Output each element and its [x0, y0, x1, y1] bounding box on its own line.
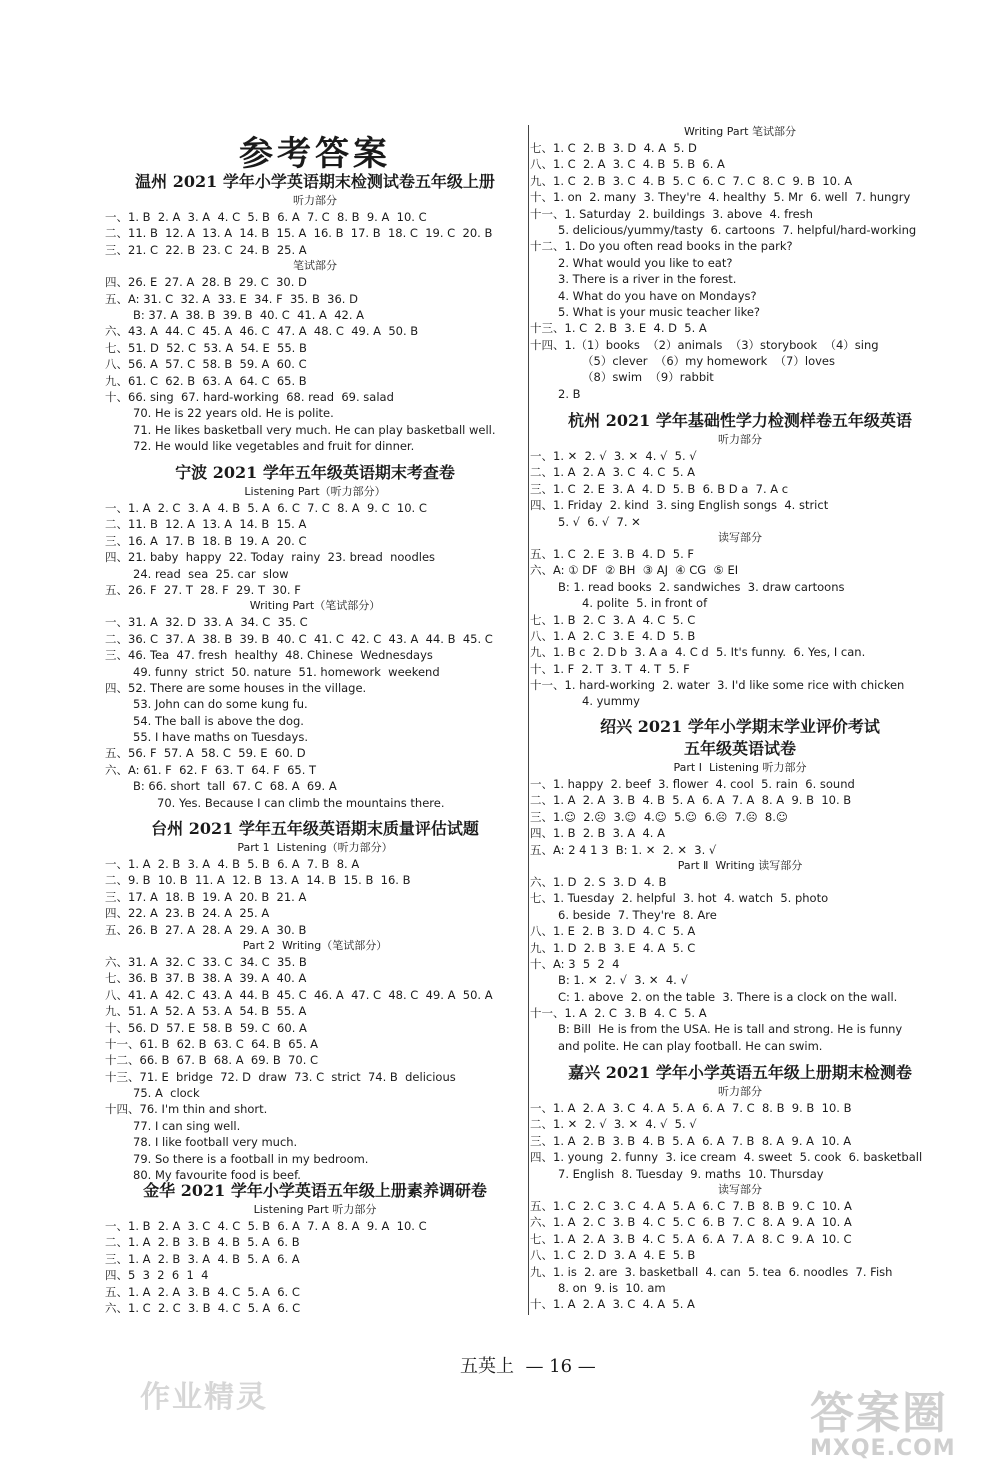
- answer-line: 十三、1. C 2. B 3. E 4. D 5. A: [530, 321, 707, 336]
- answer-line: and polite. He can play football. He can swim.: [558, 1038, 823, 1053]
- answer-line: 七、36. B 37. B 38. A 39. A 40. A: [105, 971, 307, 986]
- answer-line: 5. What is your music teacher like?: [558, 304, 761, 319]
- section-subtitle: 五年级英语试卷: [683, 739, 796, 758]
- answer-line: 5. delicious/yummy/tasty 6. cartoons 7. helpful/hard-working: [558, 222, 917, 237]
- answer-line: 三、46. Tea 47. fresh healthy 48. Chinese Wednesdays: [105, 648, 433, 663]
- part-heading: 听力部分: [293, 194, 337, 207]
- answer-line: 七、1. C 2. B 3. D 4. A 5. D: [530, 141, 697, 155]
- answer-line: 五、56. F 57. A 58. C 59. E 60. D: [105, 746, 306, 761]
- answer-line: B: 37. A 38. B 39. B 40. C 41. A 42. A: [133, 307, 365, 322]
- answer-line: 九、1. C 2. B 3. C 4. B 5. C 6. C 7. C 8. C 9. B 10. A: [530, 173, 853, 188]
- answer-line: 九、1. D 2. B 3. E 4. A 5. C: [530, 940, 696, 955]
- answer-line: 二、1. A 2. A 3. C 4. C 5. A: [530, 465, 696, 480]
- answer-line: 五、1. C 2. C 3. C 4. A 5. A 6. C 7. B 8. B 9. C 10. A: [530, 1198, 852, 1213]
- answer-line: B: 1. read books 2. sandwiches 3. draw cartoons: [558, 579, 845, 594]
- answer-line: 四、1. young 2. funny 3. ice cream 4. sweet 5. cook 6. basketball: [530, 1150, 923, 1165]
- answer-line: 十一、1. Saturday 2. buildings 3. above 4. fresh: [530, 206, 813, 221]
- answer-line: 6. beside 7. They're 8. Are: [558, 907, 717, 922]
- section-title: 台州 2021 学年五年级英语期末质量评估试题: [151, 819, 479, 838]
- answer-line: 一、31. A 32. D 33. A 34. C 35. C: [105, 615, 308, 630]
- answer-line: （8）swim （9）rabbit: [582, 370, 714, 385]
- answer-line: 二、1. A 2. B 3. B 4. B 5. A 6. B: [105, 1235, 300, 1250]
- hangzhou-section: [530, 410, 970, 710]
- answer-line: 二、11. B 12. A 13. A 14. B 15. A: [105, 517, 307, 532]
- part-heading: 读写部分: [718, 1182, 762, 1196]
- jinhua-writing-section: [530, 124, 970, 402]
- answer-line: 三、21. C 22. B 23. C 24. B 25. A: [105, 242, 307, 257]
- answer-line: 八、41. A 42. C 43. A 44. B 45. C 46. A 47. C 48. C 49. A 50. A: [105, 987, 493, 1002]
- answer-line: 八、56. A 57. C 58. B 59. A 60. C: [105, 357, 307, 372]
- page-footer: 五英上 — 16 —: [460, 1356, 596, 1377]
- answer-line: 八、1. C 2. D 3. A 4. E 5. B: [530, 1248, 696, 1263]
- ningbo-section: [105, 462, 545, 811]
- answer-line: C: 1. above 2. on the table 3. There is a clock on the wall.: [558, 989, 898, 1004]
- part-heading: 听力部分: [718, 433, 762, 446]
- part-heading: 笔试部分: [293, 259, 337, 273]
- answer-line: 二、1. A 2. A 3. B 4. B 5. A 6. A 7. A 8. A 9. B 10. B: [530, 793, 852, 808]
- answer-line: 一、1. happy 2. beef 3. flower 4. cool 5. rain 6. sound: [530, 777, 855, 791]
- watermark-url: MXQE.COM: [810, 1436, 956, 1461]
- answer-line: 77. I can sing well.: [133, 1118, 241, 1133]
- answer-line: 72. He would like vegetables and fruit for dinner.: [133, 439, 415, 454]
- jiaxing-section: [530, 1062, 970, 1313]
- answer-line: 2. What would you like to eat?: [558, 255, 733, 270]
- answer-line: 七、51. D 52. C 53. A 54. E 55. B: [105, 340, 307, 355]
- answer-line: 十二、66. B 67. B 68. A 69. B 70. C: [105, 1053, 319, 1068]
- watermark-logo-text: 答案圈: [810, 1388, 948, 1439]
- answer-line: 十四、1.（1）books （2）animals （3）storybook （4）sing: [530, 337, 879, 352]
- answer-line: 70. He is 22 years old. He is polite.: [133, 406, 334, 421]
- answer-line: 三、17. A 18. B 19. A 20. B 21. A: [105, 889, 307, 904]
- part-heading: Listening Part（听力部分）: [244, 485, 386, 498]
- answer-line: 六、1. D 2. S 3. D 4. B: [530, 874, 667, 889]
- part-heading: 读写部分: [718, 530, 762, 544]
- answer-line: 53. John can do some kung fu.: [133, 697, 308, 712]
- answer-line: B: Bill He is from the USA. He is tall and strong. He is funny: [558, 1022, 903, 1037]
- answer-line: 十、66. sing 67. hard-working 68. read 69. salad: [105, 389, 394, 404]
- answer-line: 4. yummy: [582, 694, 640, 709]
- part-heading: 听力部分: [718, 1085, 762, 1098]
- answer-line: 五、26. F 27. T 28. F 29. T 30. F: [105, 582, 301, 597]
- section-title: 杭州 2021 学年基础性学力检测样卷五年级英语: [568, 411, 912, 430]
- answer-line: 五、1. A 2. A 3. B 4. C 5. A 6. C: [105, 1284, 300, 1299]
- part-heading: Part 1 Listening（听力部分）: [237, 841, 393, 854]
- answer-line: 78. I like football very much.: [133, 1135, 298, 1150]
- part-heading: Listening Part 听力部分: [253, 1203, 377, 1216]
- answer-line: 一、1. B 2. A 3. A 4. C 5. B 6. A 7. C 8. B 9. A 10. C: [105, 210, 427, 224]
- answer-line: 2. B: [558, 386, 581, 401]
- answer-line: 75. A clock: [133, 1086, 200, 1101]
- answer-line: 49. funny strict 50. nature 51. homework weekend: [133, 664, 440, 679]
- answer-line: 三、1. A 2. B 3. A 4. B 5. A 6. A: [105, 1251, 300, 1266]
- answer-line: 九、61. C 62. B 63. A 64. C 65. B: [105, 373, 307, 388]
- answer-line: 4. polite 5. in front of: [582, 596, 708, 611]
- answer-line: B: 66. short tall 67. C 68. A 69. A: [133, 779, 337, 794]
- answer-line: 8. on 9. is 10. am: [558, 1280, 666, 1295]
- answer-line: 十、1. on 2. many 3. They're 4. healthy 5. Mr 6. well 7. hungry: [530, 190, 911, 205]
- answer-line: 四、52. There are some houses in the village.: [105, 680, 367, 695]
- answer-line: 十二、1. Do you often read books in the park?: [530, 239, 793, 254]
- answer-line: 三、1.☺ 2.☹ 3.☺ 4.☺ 5.☺ 6.☹ 7.☹ 8.☺: [530, 809, 788, 824]
- answer-line: 五、A: 31. C 32. A 33. E 34. F 35. B 36. D: [105, 291, 358, 306]
- answer-line: 二、1. ✕ 2. √ 3. ✕ 4. √ 5. √: [530, 1117, 697, 1132]
- section-title: 温州 2021 学年小学英语期末检测试卷五年级上册: [135, 172, 495, 191]
- answer-line: 六、A: ① DF ② BH ③ AJ ④ CG ⑤ EI: [530, 563, 739, 578]
- answer-line: 六、43. A 44. C 45. A 46. C 47. A 48. C 49. A 50. B: [105, 324, 419, 339]
- answer-line: 五、1. C 2. E 3. B 4. D 5. F: [530, 546, 695, 561]
- answer-line: 七、1. B 2. C 3. A 4. C 5. C: [530, 612, 696, 627]
- shaoxing-section: [530, 716, 970, 1054]
- answer-line: 七、1. A 2. A 3. B 4. C 5. A 6. A 7. A 8. C 9. A 10. C: [530, 1231, 852, 1246]
- answer-line: 十、1. A 2. A 3. C 4. A 5. A: [530, 1297, 695, 1312]
- answer-line: 一、1. B 2. A 3. C 4. C 5. B 6. A 7. A 8. A 9. A 10. C: [105, 1219, 427, 1233]
- answer-line: 二、9. B 10. B 11. A 12. B 13. A 14. B 15. B 16. B: [105, 873, 411, 888]
- jinhua-section: [105, 1180, 545, 1316]
- section-title: 宁波 2021 学年五年级英语期末考查卷: [175, 463, 455, 482]
- answer-line: 71. He likes basketball very much. He can play basketball well.: [133, 422, 496, 437]
- answer-line: 四、21. baby happy 22. Today rainy 23. bread noodles: [105, 550, 436, 565]
- answer-line: 六、1. C 2. C 3. B 4. C 5. A 6. C: [105, 1300, 301, 1315]
- answer-line: 八、1. C 2. A 3. C 4. B 5. B 6. A: [530, 157, 725, 172]
- answer-line: 4. What do you have on Mondays?: [558, 288, 757, 303]
- answer-line: 九、1. is 2. are 3. basketball 4. can 5. tea 6. noodles 7. Fish: [530, 1264, 893, 1279]
- answer-line: 80. My favourite food is beef.: [133, 1168, 301, 1183]
- answer-line: 3. There is a river in the forest.: [558, 272, 737, 287]
- answer-line: 五、26. B 27. A 28. A 29. A 30. B: [105, 922, 307, 937]
- answer-line: 7. English 8. Tuesday 9. maths 10. Thursday: [558, 1166, 824, 1181]
- answer-line: 四、5 3 2 6 1 4: [105, 1268, 209, 1283]
- answer-line: 九、1. B c 2. D b 3. A a 4. C d 5. It's funny. 6. Yes, I can.: [530, 645, 866, 660]
- answer-line: 5. √ 6. √ 7. ✕: [558, 514, 641, 529]
- answer-line: 三、1. C 2. E 3. A 4. D 5. B 6. B D a 7. A c: [530, 481, 789, 496]
- part-heading: Writing Part（笔试部分）: [249, 599, 381, 613]
- part-heading: Part Ⅰ Listening 听力部分: [673, 761, 807, 774]
- answer-line: 十一、1. A 2. C 3. B 4. C 5. A: [530, 1006, 707, 1021]
- answer-line: 二、11. B 12. A 13. A 14. B 15. A 16. B 17. B 18. C 19. C 20. B: [105, 226, 493, 241]
- page-title: 参考答案: [239, 134, 391, 174]
- answer-line: 八、1. E 2. B 3. D 4. C 5. A: [530, 924, 696, 939]
- section-title: 金华 2021 学年小学英语五年级上册素养调研卷: [143, 1181, 487, 1200]
- answer-line: 三、1. A 2. B 3. B 4. B 5. A 6. A 7. B 8. A 9. A 10. A: [530, 1133, 852, 1148]
- answer-line: 十、1. F 2. T 3. T 4. T 5. F: [530, 661, 690, 676]
- answer-line: 十四、76. I'm thin and short.: [105, 1102, 268, 1117]
- answer-line: 79. So there is a football in my bedroom.: [133, 1151, 369, 1166]
- answer-line: 六、31. A 32. C 33. C 34. C 35. B: [105, 954, 307, 969]
- answer-line: 六、A: 61. F 62. F 63. T 64. F 65. T: [105, 762, 317, 777]
- part-heading: Part 2 Writing（笔试部分）: [242, 938, 388, 952]
- answer-line: 十一、61. B 62. B 63. C 64. B 65. A: [105, 1036, 319, 1051]
- answer-line: 五、A: 2 4 1 3 B: 1. ✕ 2. ✕ 3. √: [530, 842, 717, 857]
- watermark-logo: [810, 1390, 990, 1460]
- answer-line: 三、16. A 17. B 18. B 19. A 20. C: [105, 533, 307, 548]
- answer-line: 一、1. A 2. C 3. A 4. B 5. A 6. C 7. C 8. A 9. C 10. C: [105, 501, 427, 515]
- answer-line: 55. I have maths on Tuesdays.: [133, 730, 308, 745]
- answer-line: 54. The ball is above the dog.: [133, 713, 304, 728]
- answer-line: 四、22. A 23. B 24. A 25. A: [105, 906, 270, 921]
- answer-line: 七、1. Tuesday 2. helpful 3. hot 4. watch 5. photo: [530, 891, 829, 906]
- answer-line: 70. Yes. Because I can climb the mountains there.: [157, 795, 445, 810]
- answer-line: 十一、1. hard-working 2. water 3. I'd like some rice with chicken: [530, 678, 905, 693]
- taizhou-section: [105, 818, 545, 1183]
- wenzhou-section: [105, 171, 545, 454]
- section-title: 绍兴 2021 学年小学期末学业评价考试: [600, 717, 880, 736]
- answer-line: 八、1. A 2. C 3. E 4. D 5. B: [530, 628, 696, 643]
- answer-line: 一、1. A 2. B 3. A 4. B 5. B 6. A 7. B 8. A: [105, 857, 360, 871]
- answer-line: 一、1. ✕ 2. √ 3. ✕ 4. √ 5. √: [530, 449, 697, 463]
- answer-line: 四、1. Friday 2. kind 3. sing English songs 4. strict: [530, 498, 829, 513]
- answer-line: 24. read sea 25. car slow: [133, 566, 289, 581]
- answer-line: 一、1. A 2. A 3. C 4. A 5. A 6. A 7. C 8. B 9. B 10. B: [530, 1101, 852, 1115]
- section-title: 嘉兴 2021 学年小学英语五年级上册期末检测卷: [568, 1063, 912, 1082]
- answer-line: 九、51. A 52. A 53. A 54. B 55. A: [105, 1004, 307, 1019]
- answer-line: （5）clever （6）my homework （7）loves: [582, 354, 835, 369]
- answer-line: 十、56. D 57. E 58. B 59. C 60. A: [105, 1020, 307, 1035]
- watermark-stamp: 作业精灵: [140, 1380, 268, 1415]
- answer-line: 十、A: 3 5 2 4: [530, 956, 620, 971]
- answer-line: 六、1. A 2. C 3. B 4. C 5. C 6. B 7. C 8. A 9. A 10. A: [530, 1215, 852, 1230]
- answer-line: 四、1. B 2. B 3. A 4. A: [530, 826, 665, 841]
- answer-line: B: 1. ✕ 2. √ 3. ✕ 4. √: [558, 973, 688, 988]
- answer-line: 十三、71. E bridge 72. D draw 73. C strict 74. B delicious: [105, 1069, 456, 1084]
- answer-line: 四、26. E 27. A 28. B 29. C 30. D: [105, 275, 307, 290]
- part-heading: Part Ⅱ Writing 读写部分: [677, 858, 803, 872]
- part-heading: Writing Part 笔试部分: [684, 125, 796, 138]
- answer-line: 二、36. C 37. A 38. B 39. B 40. C 41. C 42. C 43. A 44. B 45. C: [105, 631, 493, 646]
